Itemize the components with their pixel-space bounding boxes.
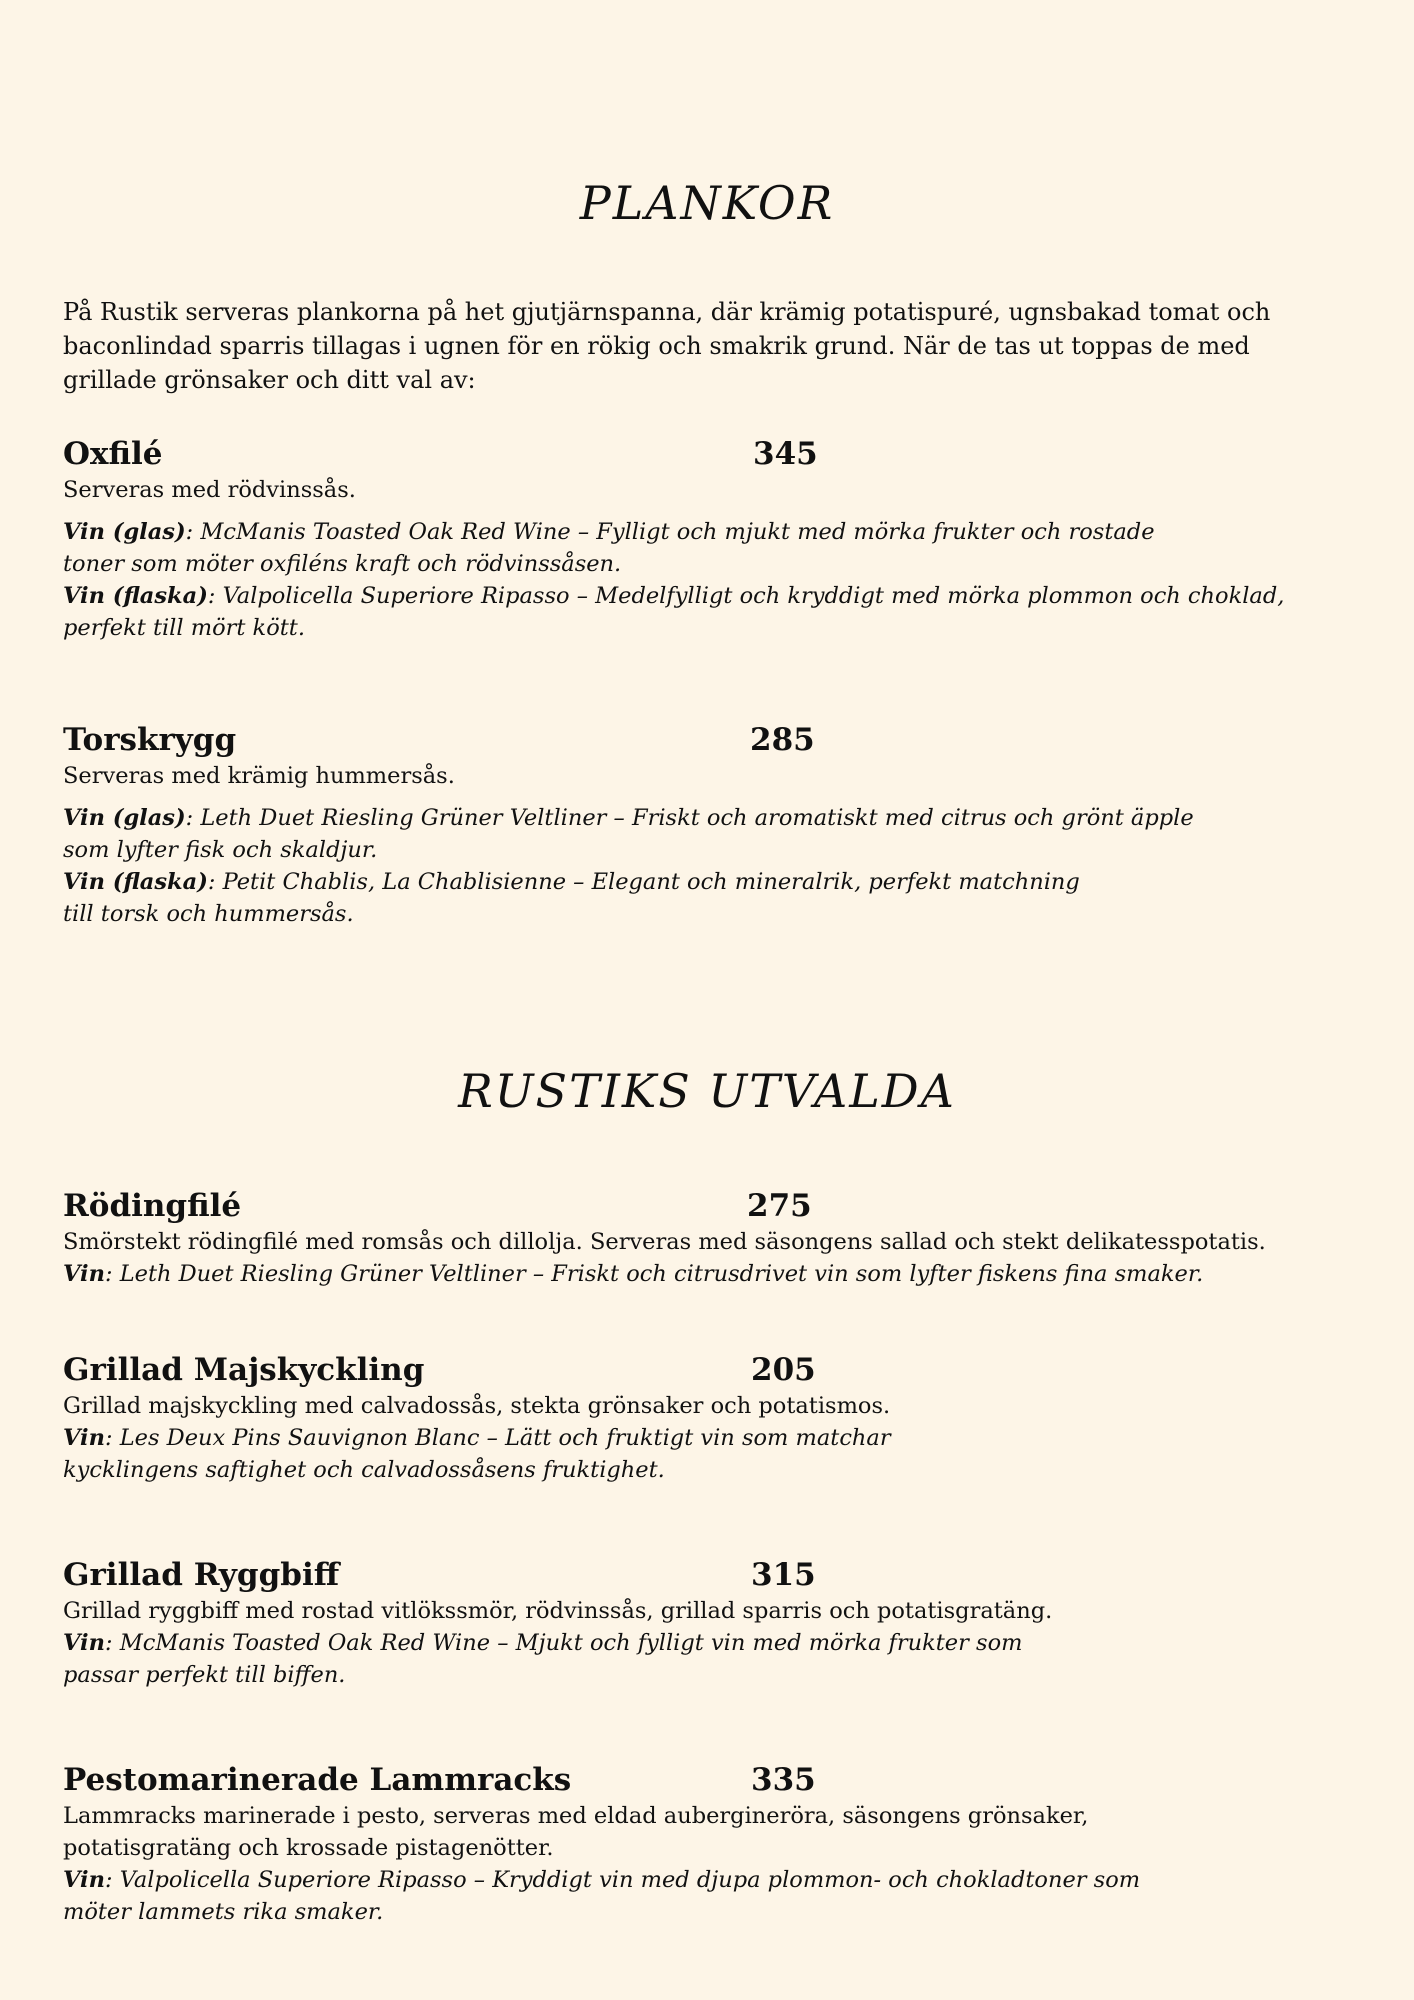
dish-majskyckling <box>63 1350 1353 1486</box>
dish-name: Oxfilé <box>63 436 163 472</box>
wine-bottle-label: Vin (flaska) <box>63 583 208 609</box>
dish-price: 345 <box>753 436 818 472</box>
dish-name: Rödingfilé <box>63 1188 242 1224</box>
dish-description: Grillad majskyckling med calvadossås, stekta grönsaker och potatismos. <box>63 1393 891 1419</box>
wine-pairing <box>63 1422 893 1486</box>
dish-oxfile <box>63 434 1353 644</box>
dish-price: 335 <box>751 1762 816 1798</box>
wine-glass-pairing <box>63 802 1223 866</box>
dish-name: Grillad Majskyckling <box>63 1352 425 1388</box>
wine-label: Vin <box>63 1867 105 1893</box>
wine-text: : Les Deux Pins Sauvignon Blanc – Lätt och fruktigt vin som matchar kycklingens saftighet och calvadossåsens fruktighet. <box>63 1425 891 1483</box>
dish-price: 205 <box>751 1352 816 1388</box>
wine-label: Vin <box>63 1261 105 1287</box>
dish-name: Grillad Ryggbiff <box>63 1557 340 1593</box>
wine-pairing <box>63 1864 1213 1928</box>
wine-pairing <box>63 1627 1023 1691</box>
dish-price: 285 <box>750 722 815 758</box>
dish-description: Grillad ryggbiff med rostad vitlökssmör, rödvinssås, grillad sparris och potatisgratäng. <box>63 1598 1053 1624</box>
wine-bottle-text: : Petit Chablis, La Chablisienne – Elegant och mineralrik, perfekt matchning till torsk och hummersås. <box>63 869 1080 927</box>
wine-label: Vin <box>63 1630 105 1656</box>
dish-description: Serveras med krämig hummersås. <box>63 763 455 789</box>
wine-glass-label: Vin (glas) <box>63 519 186 545</box>
dish-price: 315 <box>751 1557 816 1593</box>
wine-bottle-pairing <box>63 580 1313 644</box>
dish-price: 275 <box>747 1188 812 1224</box>
dish-name: Pestomarinerade Lammracks <box>63 1762 572 1798</box>
wine-text: : McManis Toasted Oak Red Wine – Mjukt och fylligt vin med mörka frukter som passar perfekt till biffen. <box>63 1630 1023 1688</box>
wine-text: : Valpolicella Superiore Ripasso – Kryddigt vin med djupa plommon- och chokladtoner som möter lammets rika smaker. <box>63 1867 1141 1925</box>
dish-rodingfile <box>63 1186 1353 1290</box>
section-title-plankor: PLANKOR <box>579 176 835 230</box>
wine-glass-text: : Leth Duet Riesling Grüner Veltliner – Friskt och aromatiskt med citrus och grönt äpple som lyfter fisk och skaldjur. <box>63 805 1194 863</box>
dish-description: Lammracks marinerade i pesto, serveras med eldad aubergineröra, säsongens grönsaker, potatisgratäng och krossade pistagenötter. <box>63 1803 1089 1861</box>
dish-lammracks <box>63 1760 1353 1928</box>
wine-text: : Leth Duet Riesling Grüner Veltliner – Friskt och citrusdrivet vin som lyfter fiskens fina smaker. <box>104 1261 1204 1287</box>
wine-glass-text: : McManis Toasted Oak Red Wine – Fylligt och mjukt med mörka frukter och rostade toner som möter oxfiléns kraft och rödvinssåsen. <box>63 519 1155 577</box>
wine-label: Vin <box>63 1425 105 1451</box>
wine-bottle-label: Vin (flaska) <box>63 869 208 895</box>
wine-pairing <box>63 1258 1353 1290</box>
section-title-utvalda: RUSTIKS UTVALDA <box>458 1064 956 1118</box>
dish-description: Smörstekt rödingfilé med romsås och dillolja. Serveras med säsongens sallad och stekt delikatesspotatis. <box>63 1229 1266 1255</box>
dish-torskrygg <box>63 720 1353 930</box>
wine-glass-pairing <box>63 516 1213 580</box>
dish-name: Torskrygg <box>63 722 237 758</box>
dish-description: Serveras med rödvinssås. <box>63 477 356 503</box>
plankor-intro: På Rustik serveras plankorna på het gjutjärnspanna, där krämig potatispuré, ugnsbakad tomat och baconlindad sparris tillagas i ugnen för en rökig och smakrik grund. När de tas ut toppas de med grillade grönsaker och ditt val av: <box>63 298 1271 394</box>
wine-glass-label: Vin (glas) <box>63 805 186 831</box>
dish-ryggbiff <box>63 1555 1353 1691</box>
wine-bottle-text: : Valpolicella Superiore Ripasso – Medelfylligt och kryddigt med mörka plommon och choklad, perfekt till mört kött. <box>63 583 1285 641</box>
wine-bottle-pairing <box>63 866 1103 930</box>
